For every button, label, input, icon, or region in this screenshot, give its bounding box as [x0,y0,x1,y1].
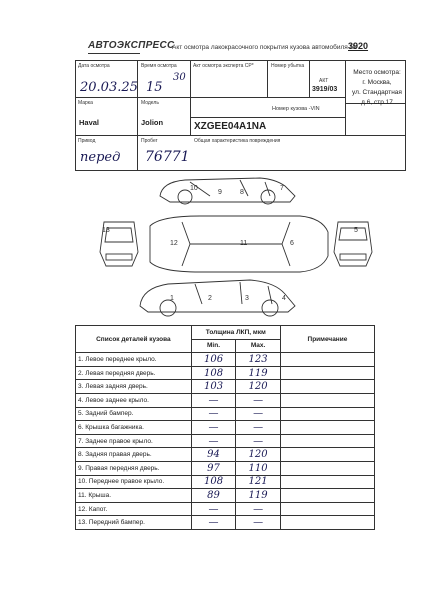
table-row [76,516,375,530]
place-line-3: д.6, стр.17 [361,99,393,106]
note-cell [280,407,374,421]
thickness-max: 119 [236,366,281,380]
zone-8: 8 [240,189,244,196]
thickness-min: 94 [191,448,236,462]
thickness-min: 97 [191,461,236,475]
part-name: 7. Заднее правое крыло. [76,434,192,448]
note-cell [280,380,374,394]
thickness-max: 110 [236,461,281,475]
place-block [349,68,405,108]
table-row [76,407,375,421]
drive-value: перед [80,150,121,165]
mileage-value: 76771 [145,149,190,165]
model-label: Модель [141,100,159,106]
zone-1: 1 [170,295,174,302]
date-label: Дата осмотра [78,63,110,69]
part-name: 2. Левая передняя дверь. [76,366,192,380]
car-diagram [90,172,380,322]
zone-10: 10 [190,185,198,192]
note-cell [280,475,374,489]
expert-sign-label: Акт осмотра эксперта СР* [193,63,254,69]
part-name: 8. Задняя правая дверь. [76,448,192,462]
thickness-max: 119 [236,489,281,503]
table-row [76,434,375,448]
part-name: 11. Крыша. [76,489,192,503]
vin-label: Номер кузова -VIN [272,106,320,112]
part-name: 5. Задний бампер. [76,407,192,421]
note-cell [280,448,374,462]
zone-2: 2 [208,295,212,302]
table-row [76,366,375,380]
damage-label: Общая характеристика повреждения [194,138,281,144]
thickness-min: — [191,434,236,448]
note-cell [280,434,374,448]
thickness-min: 108 [191,366,236,380]
zone-5: 5 [354,227,358,234]
thickness-min: 106 [191,353,236,367]
parts-table [75,325,375,530]
zone-11: 11 [240,240,248,247]
part-name: 9. Правая передняя дверь. [76,461,192,475]
note-cell [280,421,374,435]
thickness-max: — [236,407,281,421]
col-parts-header: Список деталей кузова [76,326,192,353]
thickness-min: — [191,407,236,421]
thickness-min: 103 [191,380,236,394]
part-name: 6. Крышка багажника. [76,421,192,435]
zone-7: 7 [280,185,284,192]
table-row [76,475,375,489]
table-row [76,353,375,367]
act-label: АКТ [319,78,329,84]
table-row [76,502,375,516]
zone-9: 9 [218,189,222,196]
part-name: 12. Капот. [76,502,192,516]
thickness-min: — [191,516,236,530]
brand-value: Haval [79,118,100,127]
col-thickness-header: Толщина ЛКП, мкм [191,326,280,340]
thickness-max: — [236,421,281,435]
thickness-max: 120 [236,448,281,462]
drive-label: Привод [78,138,96,144]
note-cell [280,353,374,367]
place-line-1: г. Москва, [362,79,392,86]
note-cell [280,461,374,475]
side-view-left [140,280,295,312]
act-value: 3919/03 [312,86,338,93]
note-cell [280,366,374,380]
document-number: 3920 [348,41,369,51]
table-row [76,448,375,462]
col-note-header: Примечание [280,326,374,353]
logo-underline [88,53,140,54]
zone-3: 3 [245,295,249,302]
time-hour: 15 [146,80,163,95]
company-logo: АВТОЭКСПРЕСС [88,40,175,51]
note-cell [280,393,374,407]
thickness-min: — [191,421,236,435]
vin-value: XZGEE04A1NA [194,121,267,132]
part-name: 10. Переднее правое крыло. [76,475,192,489]
thickness-min: 89 [191,489,236,503]
part-name: 3. Левая задняя дверь. [76,380,192,394]
place-line-2: ул. Стандартная [352,89,402,96]
table-row [76,380,375,394]
model-value: Jolion [141,118,164,127]
zone-4: 4 [282,295,286,302]
mileage-label: Пробег [141,138,158,144]
zone-6: 6 [290,240,294,247]
claim-label: Номер убытка [271,63,305,69]
zone-12: 12 [170,240,178,247]
time-label: Время осмотра [141,63,177,69]
thickness-min: — [191,502,236,516]
table-row [76,489,375,503]
thickness-max: — [236,516,281,530]
thickness-max: 121 [236,475,281,489]
table-row [76,421,375,435]
table-row [76,393,375,407]
thickness-max: — [236,502,281,516]
thickness-min: 108 [191,475,236,489]
place-label: Место осмотра: [353,69,401,76]
part-name: 1. Левое переднее крыло. [76,353,192,367]
document-title: Акт осмотра лакокрасочного покрытия кузова автомобиля № [172,44,357,51]
note-cell [280,502,374,516]
thickness-max: — [236,434,281,448]
brand-label: Марка [78,100,93,106]
time-minutes: 30 [173,72,186,83]
col-min-header: Min. [191,339,236,353]
thickness-min: — [191,393,236,407]
note-cell [280,489,374,503]
col-max-header: Max. [236,339,281,353]
part-name: 13. Передний бампер. [76,516,192,530]
table-row [76,461,375,475]
note-cell [280,516,374,530]
zone-13: 13 [102,227,110,234]
part-name: 4. Левое заднее крыло. [76,393,192,407]
thickness-max: 123 [236,353,281,367]
thickness-max: — [236,393,281,407]
thickness-max: 120 [236,380,281,394]
date-value: 20.03.25 [80,80,138,95]
